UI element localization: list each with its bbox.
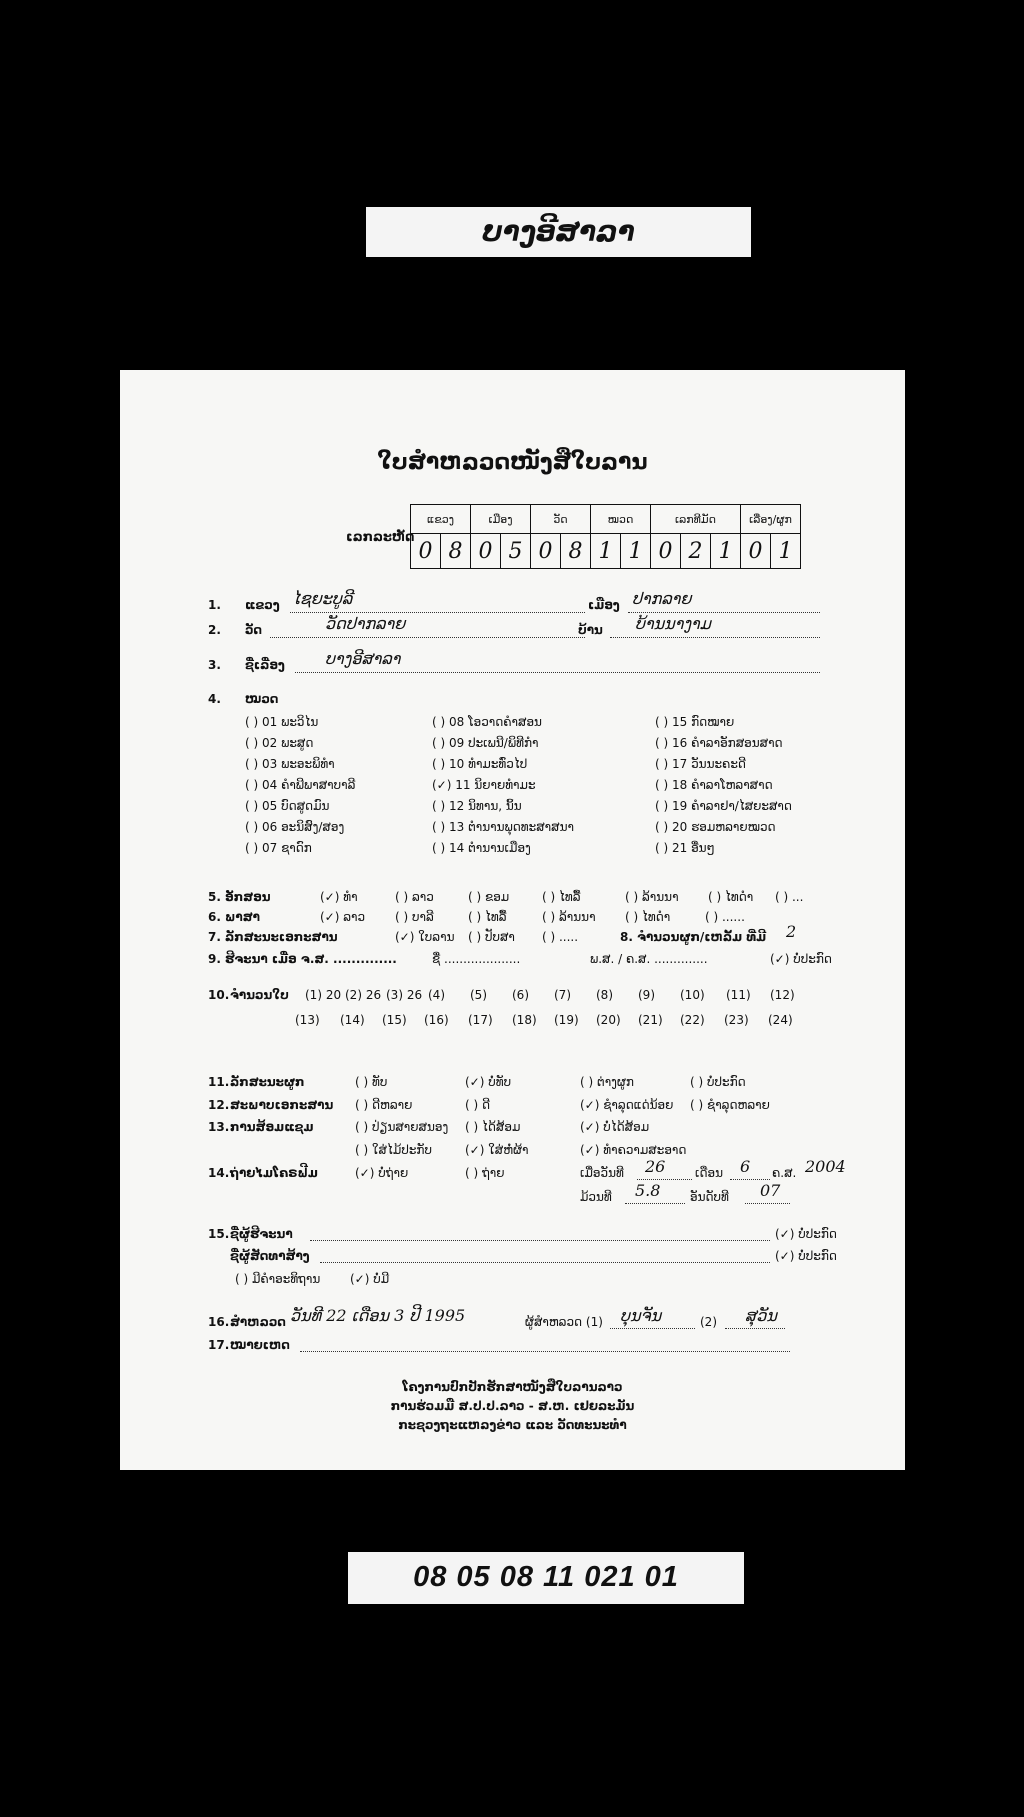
language-label: ພາສາ [225,910,260,924]
footer-cooperation [120,1399,905,1413]
leaf-count-cell: (16) [424,1013,449,1027]
category-option: ( ) 12 ນິທານ, ນິ້ນ [432,799,522,813]
category-option: ( ) 14 ຕຳນານເມືອງ [432,841,531,855]
material-option: (✓) ໃບລານ [395,930,455,944]
microfilm-day: 26 [645,1157,666,1176]
leaf-count-cell: (9) [638,988,655,1002]
author-unknown-flag: (✓) ບໍ່ປະກົດ [770,952,832,966]
category-option: (✓) 11 ນິຍາຍທຳມະ [432,778,536,792]
code-table [410,504,801,569]
code-header: ເມືອງ [471,505,531,534]
code-digit: 5 [501,534,531,569]
category-option: ( ) 18 ຄຳລາໂຫລາສາດ [655,778,773,792]
leaf-count-cell: (20) [596,1013,621,1027]
surveyor-2-name: ສຸວັນ [745,1306,777,1325]
code-digit: 1 [771,534,801,569]
dotted-line [625,1203,685,1204]
dotted-line [290,612,585,613]
village-value: ບ້ານນາງາມ [635,614,711,633]
surveyor-label: ຜູ້ສຳຫລວດ (1) [525,1315,603,1329]
microfilm-year-label: ຄ.ສ. [772,1166,797,1180]
leaf-count-cell: (6) [512,988,529,1002]
leaf-count-cell: (15) [382,1013,407,1027]
leaf-count-cell: (14) [340,1013,365,1027]
microfilm-option: (✓) ບໍ່ຖ່າຍ [355,1166,409,1180]
code-digit: 1 [711,534,741,569]
leaf-count-cell: (19) [554,1013,579,1027]
survey-label: ສຳຫລວດ [230,1315,286,1329]
code-header-row [411,505,801,534]
script-option: ( ) ຂອມ [468,890,510,904]
leaf-count-cell: (23) [724,1013,749,1027]
field-number: 15. [208,1227,230,1241]
district-label: ເມືອງ [588,598,620,612]
footer-cooperation-pre: ການຮ່ວມມື ສ.ປ.ປ.ລາວ - ສ.ຫ. [390,1399,570,1413]
repair-option: (✓) ບໍ່ໄດ້ສ້ອມ [580,1120,650,1134]
code-digit: 0 [411,534,441,569]
language-option: (✓) ລາວ [320,910,366,924]
binding-option: ( ) ຕ່າງຜູກ [580,1075,634,1089]
dotted-line [320,1262,770,1263]
leaf-count-label: ຈຳນວນໃບ [230,988,289,1002]
bottom-code: 08 05 08 11 021 01 [413,1561,679,1593]
dotted-line [610,637,820,638]
field-number: 17. [208,1338,230,1352]
remarks-label: ໝາຍເຫດ [230,1338,290,1352]
microfilm-label: ຖ່າຍໄມໂຄຣຟີມ [230,1166,318,1180]
dedication-option: (✓) ບໍ່ມີ [350,1272,390,1286]
code-digit: 1 [621,534,651,569]
material-option: ( ) ປັບສາ [468,930,515,944]
category-option: ( ) 06 ອະນິສົງ/ສອງ [245,820,345,834]
microfilm-option: ( ) ຖ່າຍ [465,1166,505,1180]
top-title: ບາງອີສາລາ [482,215,635,248]
leaf-count-cell: (24) [768,1013,793,1027]
surveyor-1-name: ບຸນຈັນ [620,1306,662,1325]
author-date-label: ຮີຈະນາ ເມື່ອ ຈ.ສ. .............. [225,952,397,966]
language-option: ( ) ...... [705,910,745,924]
temple-value: ວັດປາກລາຍ [325,614,406,633]
category-option: ( ) 10 ທຳມະທົ່ວໄປ [432,757,528,771]
leaf-count-cell: (1) 20 [305,988,342,1002]
binding-option: (✓) ບໍ່ທັບ [465,1075,512,1089]
microfilm-date-label: ເມື່ອວັນທີ [580,1166,624,1180]
category-option: ( ) 15 ກົດໝາຍ [655,715,735,729]
leaf-count-cell: (22) [680,1013,705,1027]
dotted-line [637,1179,692,1180]
repair-label: ການສ້ອມແຊມ [230,1120,314,1134]
field-number: 3. [208,658,221,672]
code-digit: 0 [651,534,681,569]
script-option: ( ) ລ້ານນາ [625,890,679,904]
field-number: 5. [208,890,221,904]
code-digit: 1 [591,534,621,569]
dotted-line [310,1240,770,1241]
microfilm-month-label: ເດືອນ [695,1166,724,1180]
language-option: ( ) ລ້ານນາ [542,910,596,924]
field-number: 12. [208,1098,230,1112]
footer-ministry: ກະຊວງຖະແຫລງຂ່າວ ແລະ ວັດທະນະທຳ [398,1418,627,1432]
village-label: ບ້ານ [578,623,603,637]
category-option: ( ) 16 ຄຳລາອັກສອນສາດ [655,736,783,750]
category-option: ( ) 02 ພະສູດ [245,736,314,750]
language-option: ( ) ໄທດຳ [625,910,671,924]
dotted-line [725,1328,785,1329]
category-option: ( ) 03 ພະອະພິທຳ [245,757,335,771]
category-option: ( ) 07 ຊາດົກ [245,841,312,855]
code-digit: 8 [561,534,591,569]
era-label: ພ.ສ. / ຄ.ສ. .............. [590,952,708,966]
binding-label: ລັກສະນະຜູກ [230,1075,305,1089]
language-option: ( ) ໄທລື້ [468,910,507,924]
category-option: ( ) 09 ປະເພນີ/ພິທີກຳ [432,736,539,750]
title-label: ຊື່ເລື່ອງ [245,658,285,672]
code-header: ເລື່ອງ/ຜູກ [741,505,801,534]
author-name-label: ຊື່ .................... [432,952,521,966]
leaf-count-cell: (13) [295,1013,320,1027]
script-label: ອັກສອນ [225,890,271,904]
leaf-count-cell: (11) [726,988,751,1002]
category-option: ( ) 17 ວັນນະຄະດີ [655,757,746,771]
category-option: ( ) 20 ຮອມຫລາຍໝວດ [655,820,776,834]
code-digit-row [411,534,801,569]
code-label: ເລກລະຫັດ [346,530,415,545]
condition-option: ( ) ຊຳລຸດຫລາຍ [690,1098,770,1112]
field-number: 10. [208,988,230,1002]
script-option: ( ) ໄທລື້ [542,890,581,904]
surveyor-2-label: (2) [700,1315,717,1329]
field-number: 11. [208,1075,230,1089]
sequence-value: 07 [760,1181,781,1200]
leaf-count-cell: (12) [770,988,795,1002]
field-number: 7. [208,930,221,944]
condition-option: (✓) ຊຳລຸດແດ່ນ້ອຍ [580,1098,674,1112]
leaf-count-cell: (7) [554,988,571,1002]
leaf-count-cell: (10) [680,988,705,1002]
leaf-count-cell: (3) 26 [386,988,423,1002]
survey-form-sheet [120,370,905,1470]
category-option: ( ) 01 ພະວິໄນ [245,715,319,729]
language-option: ( ) ບາລີ [395,910,434,924]
microfilm-year: 2004 [805,1157,846,1176]
microfilm-month: 6 [740,1157,751,1176]
condition-label: ສະພາບເອກະສານ [230,1098,334,1112]
survey-date: ວັນທີ 22 ເດືອນ 3 ປີ 1995 [290,1306,466,1325]
leaf-count-cell: (4) [428,988,445,1002]
author-unknown-flag: (✓) ບໍ່ປະກົດ [775,1227,837,1241]
sponsor-label: ຊື່ຜູ້ສັດທາສ້າງ [230,1249,310,1263]
dotted-line [730,1179,770,1180]
condition-option: ( ) ດີ [465,1098,491,1112]
code-digit: 0 [531,534,561,569]
dedication-option: ( ) ມີຄຳອະທິຖານ [235,1272,321,1286]
field-number: 9. [208,952,221,966]
temple-label: ວັດ [245,623,263,637]
material-option: ( ) ..... [542,930,579,944]
category-option: ( ) 04 ຄຳພີພາສາບາລີ [245,778,356,792]
script-option: ( ) ໄທດຳ [708,890,754,904]
code-header: ວັດ [531,505,591,534]
code-digit: 8 [441,534,471,569]
repair-option: (✓) ທຳຄວາມສະອາດ [580,1143,687,1157]
code-header: ແຂວງ [411,505,471,534]
field-number: 4. [208,692,221,706]
field-number: 13. [208,1120,230,1134]
footer-project: ໂຄງການປົກປັກຮັກສາໜັງສືໃບລານລາວ [402,1380,623,1394]
title-value: ບາງອີສາລາ [325,649,401,668]
script-option: ( ) ... [775,890,804,904]
code-digit: 2 [681,534,711,569]
category-option: ( ) 05 ບົດສູດມົນ [245,799,330,813]
province-label: ແຂວງ [245,598,280,612]
repair-option: ( ) ໃສ່ໄມ້ປະກັບ [355,1143,432,1157]
form-title: ໃບສຳຫລວດໜັງສືໃບລານ [377,450,648,475]
category-option: ( ) 19 ຄຳລາຢາ/ໄສຍະສາດ [655,799,792,813]
field-number: 16. [208,1315,230,1329]
roll-value: 5.8 [635,1181,661,1200]
binding-option: ( ) ທັບ [355,1075,388,1089]
leaf-count-cell: (21) [638,1013,663,1027]
dotted-line [745,1203,790,1204]
repair-option: ( ) ໄດ້ສ້ອມ [465,1120,521,1134]
leaf-count-cell: (17) [468,1013,493,1027]
bottom-code-strip [348,1552,744,1604]
footer-cooperation-post: ເຢຍລະມັນ [573,1399,635,1413]
dotted-line [270,637,585,638]
leaf-count-cell: (18) [512,1013,537,1027]
category-label: ໝວດ [245,692,279,706]
roll-label: ມ້ວນທີ [580,1190,612,1204]
repair-option: ( ) ປ່ຽນສາຍສນອງ [355,1120,449,1134]
condition-option: ( ) ດີຫລາຍ [355,1098,413,1112]
sponsor-unknown-flag: (✓) ບໍ່ປະກົດ [775,1249,837,1263]
province-value: ໄຊຍະບູລີ [292,589,353,608]
field-number: 14. [208,1166,230,1180]
sequence-label: ອັນດັບທີ [690,1190,729,1204]
code-digit: 0 [471,534,501,569]
field-number: 2. [208,623,221,637]
leaf-count-cell: (8) [596,988,613,1002]
dotted-line [300,1351,790,1352]
repair-option: (✓) ໃສ່ຫໍ່ຜ້າ [465,1143,529,1157]
script-option: ( ) ລາວ [395,890,434,904]
dotted-line [628,612,820,613]
leaf-count-cell: (2) 26 [345,988,382,1002]
code-digit: 0 [741,534,771,569]
binding-option: ( ) ບໍ່ປະກົດ [690,1075,746,1089]
code-header: ໝວດ [591,505,651,534]
dotted-line [610,1328,695,1329]
bundle-count-label: 8. ຈຳນວນຜູກ/ເຫລັ້ມ ທີ່ມີ [620,930,767,944]
category-option: ( ) 21 ອື່ນໆ [655,841,715,855]
top-title-strip [366,207,751,257]
field-number: 6. [208,910,221,924]
code-header: ເລກທີມັດ [651,505,741,534]
material-label: ລັກສະນະເອກະສານ [225,930,338,944]
author-label: ຊື່ຜູ້ຮີຈະນາ [230,1227,293,1241]
script-option: (✓) ທຳ [320,890,358,904]
field-number: 1. [208,598,221,612]
category-option: ( ) 13 ຕຳນານພຸດທະສາສນາ [432,820,574,834]
dotted-line [295,672,820,673]
district-value: ປາກລາຍ [632,589,692,608]
bundle-count-value: 2 [786,922,797,941]
category-option: ( ) 08 ໂອວາດຄຳສອນ [432,715,542,729]
leaf-count-cell: (5) [470,988,487,1002]
